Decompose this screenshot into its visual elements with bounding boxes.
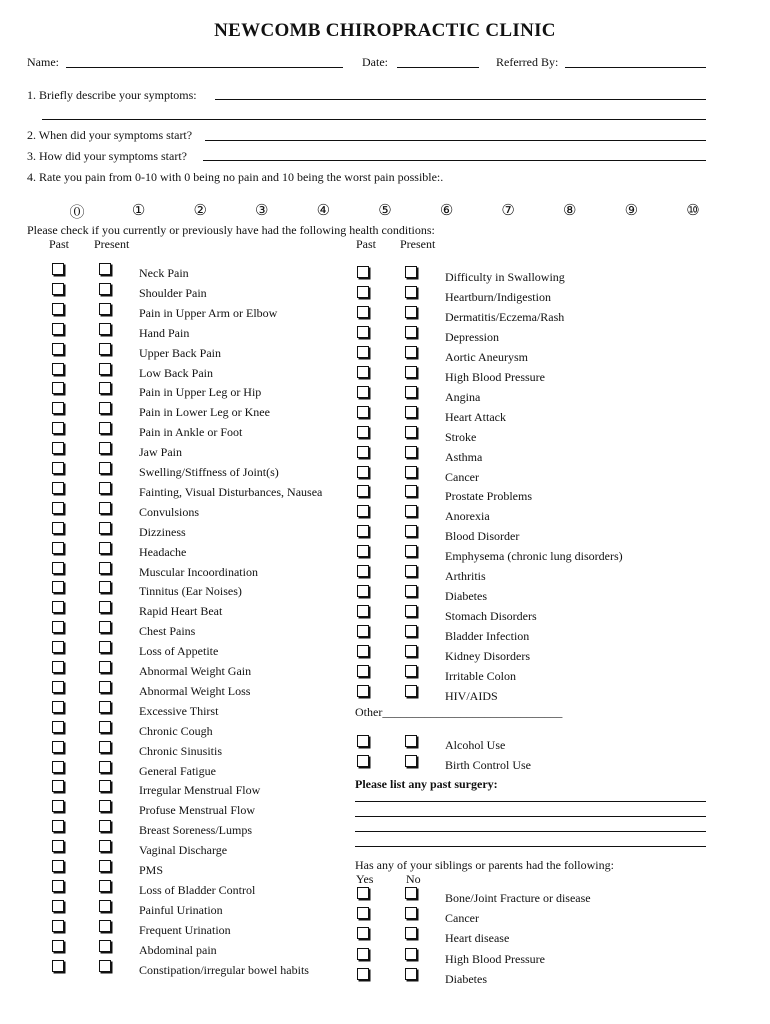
left-condition-checkbox-b-28[interactable] xyxy=(99,820,111,832)
left-condition-label-15: Muscular Incoordination xyxy=(139,564,258,579)
right-condition-checkbox-b-0[interactable] xyxy=(405,266,417,278)
right-condition-label-15: Arthritis xyxy=(445,569,486,584)
left-condition-checkbox-a-15[interactable] xyxy=(52,562,64,574)
question-4: 4. Rate you pain from 0-10 with 0 being no pain and 10 being the worst pain possible:. xyxy=(27,170,444,184)
left-condition-checkbox-a-1[interactable] xyxy=(52,283,64,295)
pain-scale-option-8[interactable]: ⑧ xyxy=(563,203,577,219)
right-condition-checkbox-a-10[interactable] xyxy=(357,466,369,478)
left-condition-label-27: Profuse Menstrual Flow xyxy=(139,803,255,818)
right-condition-label-20: Irritable Colon xyxy=(445,669,516,683)
right-condition-checkbox-a-1[interactable] xyxy=(357,286,369,298)
right-condition-checkbox-b-8[interactable] xyxy=(405,426,417,438)
pain-scale xyxy=(60,201,710,222)
left-condition-label-0: Neck Pain xyxy=(139,266,189,280)
left-condition-checkbox-a-3[interactable] xyxy=(52,323,64,335)
question-3: 3. How did your symptoms start? xyxy=(27,149,187,163)
symptoms-cause-field[interactable] xyxy=(203,160,706,161)
habit-checkbox-b-1[interactable] xyxy=(405,755,417,767)
referred-by-label: Referred By: xyxy=(496,55,559,69)
right-condition-checkbox-b-2[interactable] xyxy=(405,306,417,318)
left-condition-checkbox-a-5[interactable] xyxy=(52,363,64,375)
family-history-label-1: Cancer xyxy=(445,911,479,926)
pain-scale-option-6[interactable]: ⑥ xyxy=(439,203,454,219)
right-condition-checkbox-b-6[interactable] xyxy=(405,386,417,398)
left-past-header: Past xyxy=(49,237,70,251)
left-condition-checkbox-a-9[interactable] xyxy=(52,442,64,454)
left-condition-checkbox-b-13[interactable] xyxy=(99,522,111,534)
referred-by-field[interactable] xyxy=(565,67,706,68)
left-condition-label-5: Low Back Pain xyxy=(139,365,213,380)
left-condition-checkbox-a-26[interactable] xyxy=(52,780,64,792)
family-history-checkbox-b-3[interactable] xyxy=(405,948,417,960)
left-condition-label-10: Swelling/Stiffness of Joint(s) xyxy=(139,465,279,479)
surgery-line-1[interactable] xyxy=(355,801,706,802)
left-condition-label-25: General Fatigue xyxy=(139,763,216,778)
right-condition-checkbox-b-1[interactable] xyxy=(405,286,417,298)
pain-scale-option-7[interactable]: ⑦ xyxy=(501,203,515,219)
name-label: Name: xyxy=(27,55,59,69)
left-condition-label-8: Pain in Ankle or Foot xyxy=(139,425,243,440)
right-condition-checkbox-a-7[interactable] xyxy=(357,406,369,418)
left-condition-checkbox-a-23[interactable] xyxy=(52,721,64,733)
left-condition-checkbox-a-0[interactable] xyxy=(52,263,64,275)
right-condition-checkbox-a-19[interactable] xyxy=(357,645,369,657)
right-condition-label-21: HIV/AIDS xyxy=(445,688,498,703)
right-condition-checkbox-a-3[interactable] xyxy=(357,326,369,338)
right-condition-label-7: Heart Attack xyxy=(445,409,506,424)
right-condition-checkbox-b-7[interactable] xyxy=(405,406,417,418)
left-condition-checkbox-b-19[interactable] xyxy=(99,641,111,653)
left-condition-checkbox-b-16[interactable] xyxy=(99,581,111,593)
habit-label-1: Birth Control Use xyxy=(445,758,531,772)
habit-label-0: Alcohol Use xyxy=(445,738,506,752)
question-1: 1. Briefly describe your symptoms: xyxy=(27,88,197,102)
right-condition-label-12: Anorexia xyxy=(445,509,490,524)
left-condition-label-21: Abnormal Weight Loss xyxy=(139,683,251,698)
right-condition-label-0: Difficulty in Swallowing xyxy=(445,270,565,284)
left-condition-checkbox-b-22[interactable] xyxy=(99,701,111,713)
left-condition-label-4: Upper Back Pain xyxy=(139,345,221,360)
left-condition-label-32: Painful Urination xyxy=(139,902,223,917)
family-no-header: No xyxy=(406,872,421,886)
left-condition-checkbox-b-2[interactable] xyxy=(99,303,111,315)
pain-scale-option-2[interactable]: ② xyxy=(193,203,207,219)
left-condition-checkbox-b-11[interactable] xyxy=(99,482,111,494)
habit-checkbox-a-1[interactable] xyxy=(357,755,369,767)
left-condition-checkbox-b-30[interactable] xyxy=(99,860,111,872)
left-condition-checkbox-a-16[interactable] xyxy=(52,581,64,593)
right-condition-checkbox-b-21[interactable] xyxy=(405,685,417,697)
left-condition-checkbox-a-17[interactable] xyxy=(52,601,64,613)
surgery-line-2[interactable] xyxy=(355,816,706,817)
pain-scale-option-1[interactable]: ① xyxy=(131,203,146,219)
left-condition-checkbox-a-35[interactable] xyxy=(52,960,64,972)
left-condition-label-20: Abnormal Weight Gain xyxy=(139,664,252,678)
other-condition-field[interactable]: Other______________________________ xyxy=(355,705,563,719)
left-condition-label-29: Vaginal Discharge xyxy=(139,843,228,858)
left-condition-checkbox-a-8[interactable] xyxy=(52,422,64,434)
left-condition-label-7: Pain in Lower Leg or Knee xyxy=(139,405,270,420)
right-condition-checkbox-a-0[interactable] xyxy=(357,266,369,278)
family-history-checkbox-b-0[interactable] xyxy=(405,887,417,899)
surgery-line-3[interactable] xyxy=(355,831,706,832)
right-condition-checkbox-b-11[interactable] xyxy=(405,485,417,497)
left-present-header: Present xyxy=(94,237,130,251)
left-condition-label-30: PMS xyxy=(139,863,164,877)
left-condition-checkbox-b-9[interactable] xyxy=(99,442,111,454)
left-condition-checkbox-b-29[interactable] xyxy=(99,840,111,852)
right-condition-label-3: Depression xyxy=(445,329,499,344)
right-condition-checkbox-b-9[interactable] xyxy=(405,446,417,458)
right-condition-label-9: Asthma xyxy=(445,449,483,464)
left-condition-checkbox-b-15[interactable] xyxy=(99,562,111,574)
family-history-checkbox-a-0[interactable] xyxy=(357,887,369,899)
right-condition-label-8: Stroke xyxy=(445,429,477,444)
left-condition-checkbox-b-12[interactable] xyxy=(99,502,111,514)
left-condition-checkbox-a-32[interactable] xyxy=(52,900,64,912)
left-condition-checkbox-b-18[interactable] xyxy=(99,621,111,633)
pain-scale-option-10[interactable]: ⑩ xyxy=(686,203,700,219)
left-condition-label-9: Jaw Pain xyxy=(139,445,182,460)
right-condition-checkbox-a-8[interactable] xyxy=(357,426,369,438)
left-condition-label-12: Convulsions xyxy=(139,504,200,519)
habit-checkbox-a-0[interactable] xyxy=(357,735,369,747)
right-condition-checkbox-b-12[interactable] xyxy=(405,505,417,517)
left-condition-checkbox-a-22[interactable] xyxy=(52,701,64,713)
left-condition-label-1: Shoulder Pain xyxy=(139,285,207,300)
left-condition-checkbox-a-10[interactable] xyxy=(52,462,64,474)
left-condition-checkbox-a-14[interactable] xyxy=(52,542,64,554)
family-history-label-4: Diabetes xyxy=(445,971,487,986)
family-history-checkbox-a-1[interactable] xyxy=(357,907,369,919)
left-condition-label-31: Loss of Bladder Control xyxy=(139,882,256,897)
left-condition-checkbox-a-11[interactable] xyxy=(52,482,64,494)
family-history-checkbox-b-2[interactable] xyxy=(405,927,417,939)
left-condition-checkbox-b-20[interactable] xyxy=(99,661,111,673)
pain-scale-option-5[interactable]: ⑤ xyxy=(378,203,392,219)
family-history-label-0: Bone/Joint Fracture or disease xyxy=(445,891,591,905)
right-condition-label-1: Heartburn/Indigestion xyxy=(445,289,551,304)
symptoms-field-line-2[interactable] xyxy=(42,119,706,120)
left-condition-label-22: Excessive Thirst xyxy=(139,703,219,718)
right-condition-checkbox-b-14[interactable] xyxy=(405,545,417,557)
left-condition-label-33: Frequent Urination xyxy=(139,922,231,937)
left-condition-checkbox-a-21[interactable] xyxy=(52,681,64,693)
left-condition-label-18: Chest Pains xyxy=(139,624,196,639)
name-field[interactable] xyxy=(66,67,343,68)
right-condition-checkbox-b-15[interactable] xyxy=(405,565,417,577)
family-history-label-3: High Blood Pressure xyxy=(445,951,545,966)
right-condition-label-19: Kidney Disorders xyxy=(445,649,530,664)
left-condition-checkbox-a-20[interactable] xyxy=(52,661,64,673)
left-condition-label-23: Chronic Cough xyxy=(139,723,213,738)
pain-scale-option-9[interactable]: ⑨ xyxy=(624,203,639,219)
right-present-header: Present xyxy=(400,237,436,251)
left-condition-label-19: Loss of Appetite xyxy=(139,644,219,659)
left-condition-checkbox-b-17[interactable] xyxy=(99,601,111,613)
left-condition-checkbox-b-10[interactable] xyxy=(99,462,111,474)
left-condition-label-6: Pain in Upper Leg or Hip xyxy=(139,385,262,400)
right-condition-checkbox-a-21[interactable] xyxy=(357,685,369,697)
left-condition-checkbox-b-35[interactable] xyxy=(99,960,111,972)
page-title: NEWCOMB CHIROPRACTIC CLINIC xyxy=(214,20,556,41)
right-condition-checkbox-b-13[interactable] xyxy=(405,525,417,537)
family-history-label-2: Heart disease xyxy=(445,931,510,946)
left-condition-checkbox-a-34[interactable] xyxy=(52,940,64,952)
left-condition-label-35: Constipation/irregular bowel habits xyxy=(139,962,309,977)
right-condition-checkbox-a-4[interactable] xyxy=(357,346,369,358)
symptoms-start-field[interactable] xyxy=(205,140,706,141)
left-condition-checkbox-a-18[interactable] xyxy=(52,621,64,633)
left-condition-checkbox-b-7[interactable] xyxy=(99,402,111,414)
left-condition-label-16: Tinnitus (Ear Noises) xyxy=(139,584,242,599)
right-condition-label-5: High Blood Pressure xyxy=(445,369,545,384)
right-condition-checkbox-a-14[interactable] xyxy=(357,545,369,557)
right-condition-checkbox-a-18[interactable] xyxy=(357,625,369,637)
left-condition-checkbox-b-14[interactable] xyxy=(99,542,111,554)
left-condition-checkbox-b-32[interactable] xyxy=(99,900,111,912)
pain-scale-option-0[interactable]: ⓪ xyxy=(69,205,85,221)
right-condition-checkbox-b-4[interactable] xyxy=(405,346,417,358)
left-condition-checkbox-a-2[interactable] xyxy=(52,303,64,315)
right-condition-checkbox-b-16[interactable] xyxy=(405,585,417,597)
left-condition-checkbox-b-34[interactable] xyxy=(99,940,111,952)
family-history-checkbox-b-4[interactable] xyxy=(405,968,417,980)
left-condition-checkbox-b-31[interactable] xyxy=(99,880,111,892)
left-condition-checkbox-b-8[interactable] xyxy=(99,422,111,434)
left-condition-label-14: Headache xyxy=(139,544,187,559)
family-history-checkbox-b-1[interactable] xyxy=(405,907,417,919)
right-condition-checkbox-a-20[interactable] xyxy=(357,665,369,677)
habit-checkbox-b-0[interactable] xyxy=(405,735,417,747)
left-condition-checkbox-a-19[interactable] xyxy=(52,641,64,653)
left-condition-checkbox-a-29[interactable] xyxy=(52,840,64,852)
left-condition-checkbox-a-13[interactable] xyxy=(52,522,64,534)
left-condition-label-17: Rapid Heart Beat xyxy=(139,604,223,619)
left-condition-checkbox-b-0[interactable] xyxy=(99,263,111,275)
left-condition-checkbox-a-6[interactable] xyxy=(52,382,64,394)
date-label: Date: xyxy=(362,55,388,69)
right-condition-checkbox-a-9[interactable] xyxy=(357,446,369,458)
symptoms-field[interactable] xyxy=(215,99,706,100)
left-condition-checkbox-a-25[interactable] xyxy=(52,761,64,773)
right-condition-checkbox-b-17[interactable] xyxy=(405,605,417,617)
right-condition-label-13: Blood Disorder xyxy=(445,529,520,544)
left-condition-checkbox-b-6[interactable] xyxy=(99,382,111,394)
surgery-label: Please list any past surgery: xyxy=(355,777,498,791)
pain-scale-option-4[interactable]: ④ xyxy=(316,203,331,219)
left-condition-checkbox-b-23[interactable] xyxy=(99,721,111,733)
left-condition-checkbox-a-27[interactable] xyxy=(52,800,64,812)
question-2: 2. When did your symptoms start? xyxy=(27,128,193,142)
left-condition-checkbox-a-31[interactable] xyxy=(52,880,64,892)
left-condition-checkbox-a-4[interactable] xyxy=(52,343,64,355)
left-condition-checkbox-b-27[interactable] xyxy=(99,800,111,812)
left-condition-checkbox-b-1[interactable] xyxy=(99,283,111,295)
right-condition-label-2: Dermatitis/Eczema/Rash xyxy=(445,309,565,324)
right-condition-checkbox-a-17[interactable] xyxy=(357,605,369,617)
right-condition-checkbox-a-6[interactable] xyxy=(357,386,369,398)
right-condition-label-18: Bladder Infection xyxy=(445,629,530,644)
left-condition-checkbox-b-33[interactable] xyxy=(99,920,111,932)
date-field[interactable] xyxy=(397,67,479,68)
left-condition-checkbox-b-5[interactable] xyxy=(99,363,111,375)
right-condition-checkbox-b-20[interactable] xyxy=(405,665,417,677)
right-condition-checkbox-a-2[interactable] xyxy=(357,306,369,318)
family-history-checkbox-a-4[interactable] xyxy=(357,968,369,980)
right-condition-label-16: Diabetes xyxy=(445,589,487,604)
surgery-line-4[interactable] xyxy=(355,846,706,847)
left-condition-label-3: Hand Pain xyxy=(139,325,190,340)
left-condition-checkbox-b-3[interactable] xyxy=(99,323,111,335)
right-condition-checkbox-a-11[interactable] xyxy=(357,485,369,497)
left-condition-label-11: Fainting, Visual Disturbances, Nausea xyxy=(139,484,323,499)
right-condition-label-17: Stomach Disorders xyxy=(445,609,537,624)
pain-scale-option-3[interactable]: ③ xyxy=(255,203,269,219)
left-condition-checkbox-a-7[interactable] xyxy=(52,402,64,414)
left-condition-label-2: Pain in Upper Arm or Elbow xyxy=(139,305,278,320)
right-condition-label-11: Prostate Problems xyxy=(445,489,532,504)
right-condition-checkbox-b-18[interactable] xyxy=(405,625,417,637)
family-yes-header: Yes xyxy=(356,872,374,886)
left-condition-checkbox-b-25[interactable] xyxy=(99,761,111,773)
right-condition-checkbox-b-19[interactable] xyxy=(405,645,417,657)
right-condition-checkbox-a-15[interactable] xyxy=(357,565,369,577)
right-condition-checkbox-b-5[interactable] xyxy=(405,366,417,378)
left-condition-label-28: Breast Soreness/Lumps xyxy=(139,823,252,838)
right-condition-label-4: Aortic Aneurysm xyxy=(445,349,528,364)
right-past-header: Past xyxy=(356,237,377,251)
left-condition-label-13: Dizziness xyxy=(139,524,186,539)
left-condition-checkbox-a-33[interactable] xyxy=(52,920,64,932)
family-history-checkbox-a-3[interactable] xyxy=(357,948,369,960)
right-condition-checkbox-a-13[interactable] xyxy=(357,525,369,537)
right-condition-label-14: Emphysema (chronic lung disorders) xyxy=(445,549,623,564)
conditions-prompt: Please check if you currently or previously have had the following health conditions: xyxy=(27,223,435,237)
left-condition-label-26: Irregular Menstrual Flow xyxy=(139,783,261,798)
left-condition-label-24: Chronic Sinusitis xyxy=(139,743,223,758)
left-condition-checkbox-b-21[interactable] xyxy=(99,681,111,693)
left-condition-checkbox-b-26[interactable] xyxy=(99,780,111,792)
family-history-checkbox-a-2[interactable] xyxy=(357,927,369,939)
left-condition-checkbox-b-24[interactable] xyxy=(99,741,111,753)
right-condition-checkbox-a-12[interactable] xyxy=(357,505,369,517)
family-history-prompt: Has any of your siblings or parents had the following: xyxy=(355,858,614,872)
right-condition-label-10: Cancer xyxy=(445,469,479,484)
right-condition-checkbox-b-3[interactable] xyxy=(405,326,417,338)
right-condition-checkbox-b-10[interactable] xyxy=(405,466,417,478)
left-condition-checkbox-b-4[interactable] xyxy=(99,343,111,355)
right-condition-label-6: Angina xyxy=(445,389,481,404)
left-condition-checkbox-a-24[interactable] xyxy=(52,741,64,753)
left-condition-label-34: Abdominal pain xyxy=(139,942,217,957)
left-condition-checkbox-a-28[interactable] xyxy=(52,820,64,832)
right-condition-checkbox-a-16[interactable] xyxy=(357,585,369,597)
left-condition-checkbox-a-30[interactable] xyxy=(52,860,64,872)
left-condition-checkbox-a-12[interactable] xyxy=(52,502,64,514)
right-condition-checkbox-a-5[interactable] xyxy=(357,366,369,378)
